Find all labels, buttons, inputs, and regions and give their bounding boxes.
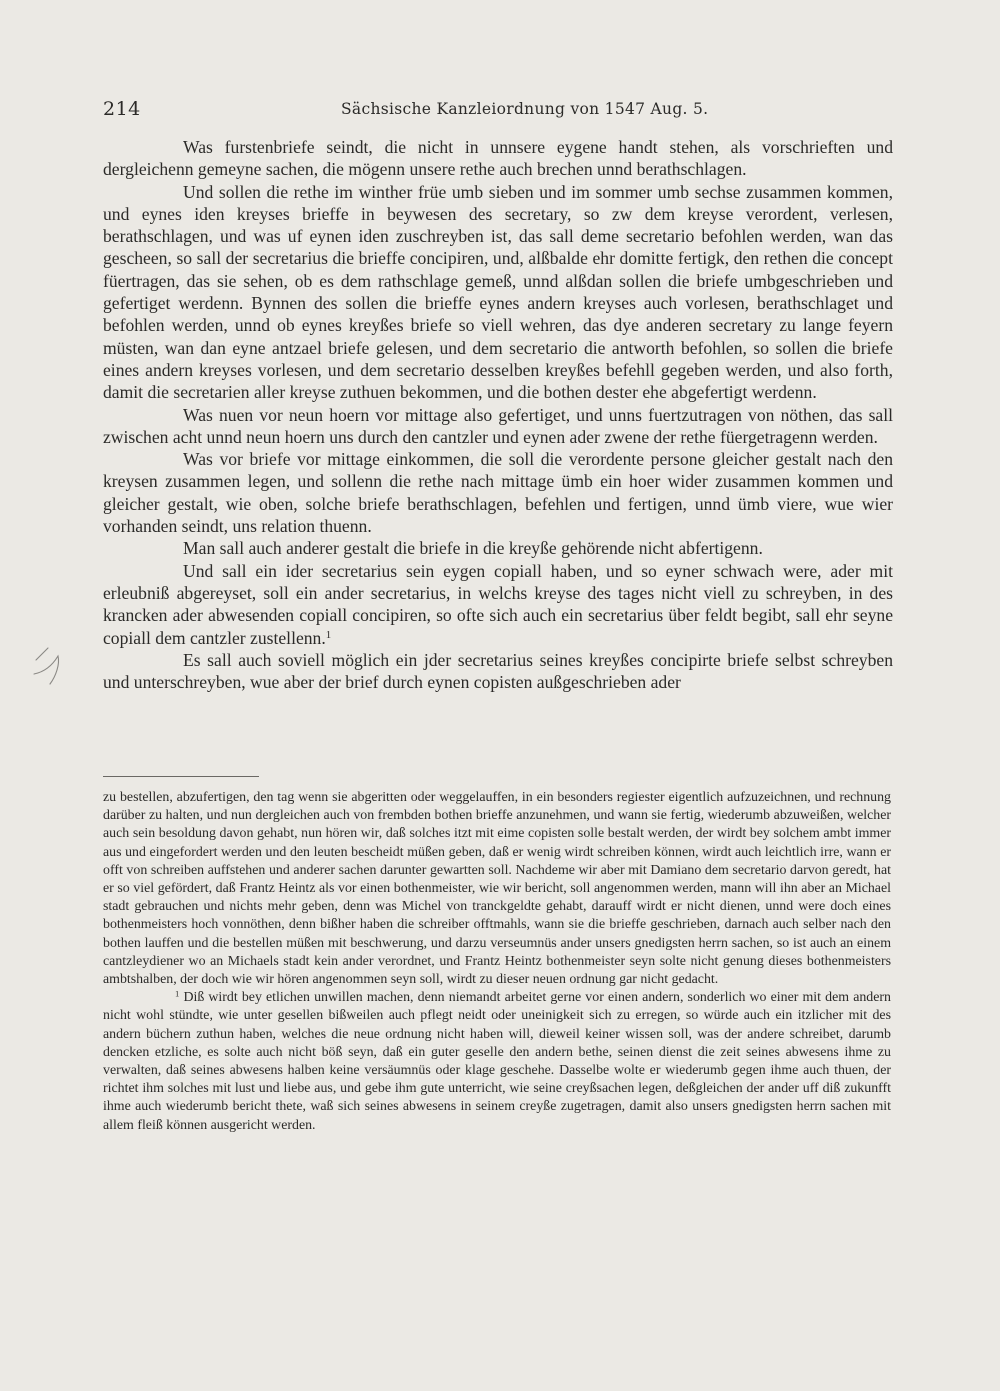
footnote-continuation: zu bestellen, abzufertigen, den tag wenn sie abgeritten oder weggelauffen, in ein besonders regiester eigentlich aufzuzeichnen, und rechnung darüber zu halten, und nun dergleichen auch von frembden bothen brieffe anzunehmen, und wann sie fertig, wiederumb abzuweißen, welcher auch sein besoldung davon gehabt, nun hören wir, daß solches itzt mit eime copisten solle bestalt werden, der wirdt bey solchem ambt immer aus und eingefordert werden und den leuten bescheidt müßen geben, daß er wenig wirdt schreiben können, wirdt auch leichtlich irre, wann er offt von schreiben auffstehen und anderer sachen darunter gewartten soll. Nachdeme wir aber mit Damiano dem secretario darvon geredt, hat er so viel gefördert, daß Frantz Heintz als vor einen bothenmeister, wie wir bericht, soll angenommen werden, mann will ihn aber an Michael stadt gebrauchen und nichts mehr geben, denn was Michel von tranckgeldte gehabt, darauff wirdt er nicht dienen, unnd were doch eines bothenmeisters hoch vonnöthen, denn bißher haben die schreiber offtmahls, wann sie die brieffe geschrieben, darnach auch selber nach den bothen lauffen und die bestellen müßen mit beschwerung, und darzu verseumnüs ander unsers gnedigsten herrn sachen, so ist auch an einem cantzleydiener wo an Michaels stadt kein ander verordnet, und Frantz Heintz bothenmeister seyn solte nicht genung dieses bothenmeisters ambtshalben, der doch wie wir hören angenommen seyn soll, wirdt zu dieser neuen ordnung gar nicht gedacht. bbox=[103, 790, 891, 988]
footnote bbox=[103, 989, 891, 1135]
paragraph: Es sall auch soviell möglich ein jder secretarius seines kreyßes concipirte briefe selbst schreyben und unterschreyben, wue aber der brief durch eynen copisten außgeschrieben ader bbox=[103, 649, 893, 693]
footnote-separator bbox=[103, 776, 259, 777]
running-title: Sächsische Kanzleiordnung von 1547 Aug. 5. bbox=[341, 100, 709, 118]
paragraph-text: Und sall ein ider secretarius sein eygen copiall haben, und so eyner schwach were, ader mit erleubniß abgereyset, soll ein ander secretarius, in welchs kreyse des tages nicht viell zu schreyben, in des krancken ader abwesenden copiall concipiren, so ofte sich auch ein secretarius über feldt begibt, sall ehr seyne copiall dem cantzler zustellenn. bbox=[103, 560, 893, 648]
paragraph: Was furstenbriefe seindt, die nicht in unnsere eygene handt stehen, als vorschrieften und dergleichenn gemeyne sachen, die mögenn unsere rethe auch brechen unnd berathschlagen. bbox=[103, 137, 893, 180]
pencil-margin-mark bbox=[30, 642, 70, 688]
page-number: 214 bbox=[103, 98, 141, 120]
footnotes bbox=[103, 789, 891, 1135]
footnote-marker: 1 bbox=[175, 988, 180, 999]
footnote-text: Diß wirdt bey etlichen unwillen machen, denn niemandt arbeitet gerne vor einen andern, sonderlich wo einer mit dem andern nicht wohl stündte, wie unter gesellen bißweilen auch pflegt neidt oder uneinigkeit sich zu erregen, so würde auch ein itzlicher mit des andern büchern zuthun haben, welches die neue ordnung nicht haben will, dieweil keiner wissen soll, was der andere schreibet, darumb dencken etzliche, es solte auch nicht böß seyn, daß ein guter geselle den andern bethe, seinen dienst die zeit seines abwesens ihme zu verwalten, daß seines abwesens halben keine versäumnüs oder klage geschehe. Dasselbe wolte er wiederumb gegen ihme auch thuen, der richtet ihm solches mit lust und liebe aus, und gebe ihm gute unterricht, wie seine creyßsachen legen, deßgleichen der ander uff diß zukunfft ihme auch wiederumb bericht thete, waß sich seines abwesens in seinem creyße zugetragen, damit also unsers gnedigsten herrn sachen mit allem fleiß können ausgericht werden. bbox=[103, 990, 891, 1133]
paragraph: Was nuen vor neun hoern vor mittage also gefertiget, und unns fuertzutragen von nöthen, das sall zwischen acht unnd neun hoern uns durch den cantzler und eynen ader zwene der rethe füergetragenn werden. bbox=[103, 404, 893, 447]
paragraph: Man sall auch anderer gestalt die briefe in die kreyße gehörende nicht abfertigenn. bbox=[183, 538, 763, 559]
page-header bbox=[103, 98, 893, 124]
footnote-reference: 1 bbox=[325, 628, 332, 641]
main-text bbox=[103, 136, 893, 693]
paragraph: Und sollen die rethe im winther früe umb sieben und im sommer umb sechse zusammen kommen, und eynes iden kreyses brieffe in beywesen des secretary, so zw dem kreyse verordent, verlesen, berathschlagen, und was uf eynen iden zuschreyben ist, das sall deme secretario befohlen werden, wan das gescheen, so sall der secretarius die brieffe concipiren, und, alßbalde ehr domitte fertigk, den rethen die concept füertragen, das sie sehen, ob es dem rathschlage gemeß, unnd alßdan sollen die briefe umbgeschrieben und gefertiget werdenn. Bynnen des sollen die brieffe eynes andern kreyses auch vorlesen, berathschlaget und befohlen werden, unnd ob eynes kreyßes briefe so viell wehren, das dye anderen secretary zu lange feyern müsten, wan dan eyne antzael briefe gelesen, und dem secretario die antworth befohlen, so sollen die briefe eines andern kreyses vorlesen, und dem secretario desselben kreyßes befehll gegeben werden, und also forth, damit die secretarien aller kreyse zuthuen bekommen, und die bothen dester ehe abgefertigt werdenn. bbox=[103, 181, 893, 403]
paragraph bbox=[103, 560, 893, 649]
paragraph: Was vor briefe vor mittage einkommen, die soll die verordente persone gleicher gestalt nach den kreysen zusammen legen, und sollenn die rethe nach mittage ümb ein hoer wider zusammen kommen und gleicher gestalt, wie oben, solche briefe berathschlagen, befehlen und fertigen, unnd ümb viere, wue wier vorhanden seindt, uns relation thuenn. bbox=[103, 449, 893, 537]
